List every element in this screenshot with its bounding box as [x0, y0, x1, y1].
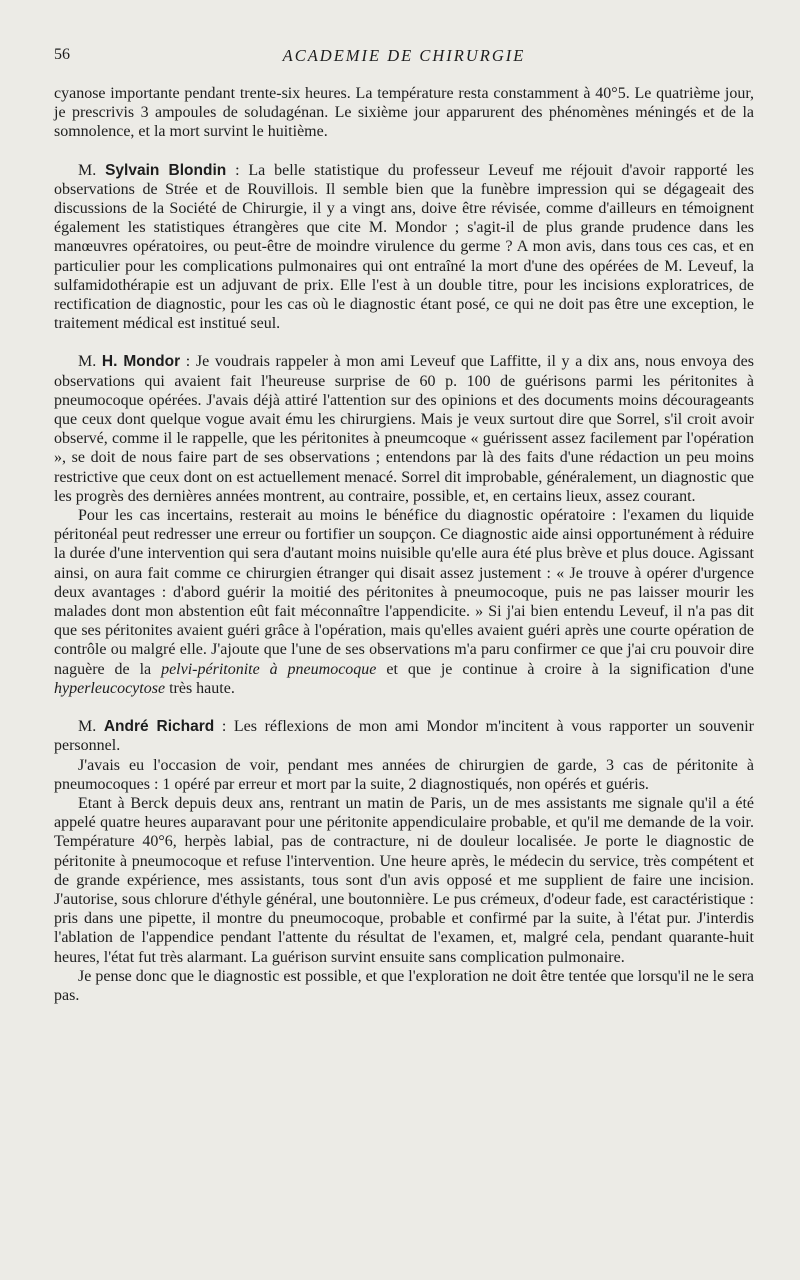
mondor-text: : Je voudrais rappeler à mon ami Leveuf que Laffitte, il y a dix ans, nous envoya des observations qui avaient fait l'heureuse surprise de 60 p. 100 de guérisons parmi les péritonites à pneumocoque opérées. J'avais déjà attiré l'attention sur des opinions et des documents moins décourageants que ceux dont quelque vogue avait ému les chirurgiens. Mais je veux surtout dire que Sorrel, s'il croit avoir observé, comme il le rappelle, que les péritonites à pneumcoque « guérissent assez facilement par l'opération », se doit de nous faire part de ses observations ; entendons par là des faits d'une rédaction un peu moins restrictive que ceux dont on est actuellement menacé. Sorrel dit improbable, généralement, un diagnostic que les progrès des dernières années montrent, au contraire, possible, et, en certains lieux, assez courant. [54, 353, 755, 505]
blondin-text: : La belle statistique du professeur Leveuf me réjouit d'avoir rapporté les observations de Strée et de Rouvillois. Il semble bien que la funèbre impression qui se dégageait des discussions de la Société de Chirurgie, il y a vingt ans, doive être révisée, comme d'ailleurs en témoignent également les statistiques étrangères que cite M. Mondor ; s'agit-il de plus grande prudence dans les manœuvres opératoires, ou peut-être de moindre virulence du germe ? A mon avis, dans tous ces cas, et en particulier pour les complications pulmonaires qui ont entraîné la mort d'une des opérées de M. Leveuf, la sulfamidothérapie est un adjuvant de prix. Elle l'est à un double titre, pour les incisions exploratrices, de rectification de diagnostic, pour les cas où le diagnostic étant posé, ce qui ne doit pas être une exception, le traitement médical est institué seul. [54, 161, 755, 333]
blondin-prefix: M. [78, 161, 106, 179]
mondor-paragraph-2 [54, 506, 754, 698]
mondor-paragraph [54, 352, 754, 506]
richard-paragraph-3: Etant à Berck depuis deux ans, rentrant un matin de Paris, un de mes assistants me signale qu'il a été appelé quatre heures auparavant pour une péritonite appendiculaire probable, et qu'il me demande de la voir. Température 40°6, herpès labial, pas de contracture, ni de douleur localisée. Je porte le diagnostic de péritonite à pneumocoque et refuse l'intervention. Une heure après, le médecin du service, très compétent et de grande expérience, mes assistants, tous sont d'un avis opposé et me supplient de faire une incision. J'autorise, sous chlorure d'éthyle général, une boutonnière. Le pus crémeux, d'odeur fade, est caractéristique : pris dans une pipette, il montre du pneumocoque, probable et confirmé par la suite, à l'état pur. J'interdis l'ablation de l'appendice pendant l'attente du résultat de l'examen, et, malgré cela, pendant quarante-huit heures, l'état fut très alarmant. La guérison survint ensuite sans complication pulmonaire. [54, 794, 754, 966]
intro-paragraph: cyanose importante pendant trente-six heures. La température resta constamment à 40°5. Le quatrième jour, je prescrivis 3 ampoules de soludagénan. Le sixième jour apparurent des phénomènes méningés et de la somnolence, et la mort survint le huitième. [54, 85, 754, 141]
speaker-name-richard: André Richard [103, 718, 215, 736]
richard-paragraph-2: J'avais eu l'occasion de voir, pendant mes années de chirurgien de garde, 3 cas de péritonite à pneumocoques : 1 opéré par erreur et mort par la suite, 2 diagnostiqués, non opérés et guéris. [54, 756, 754, 793]
richard-paragraph-4: Je pense donc que le diagnostic est possible, et que l'exploration ne doit être tentée que lorsqu'il ne le sera pas. [54, 967, 754, 1004]
richard-paragraph [54, 717, 754, 755]
speaker-name-blondin: Sylvain Blondin [105, 161, 227, 179]
blondin-paragraph [54, 161, 754, 334]
speaker-name-mondor: H. Mondor [101, 353, 181, 371]
mondor-para2-italic-2: hyperleucocytose [54, 679, 166, 697]
richard-prefix: M. [78, 718, 104, 736]
running-head [54, 46, 754, 72]
mondor-para2-middle: et que je continue à croire à la signification d'une [376, 660, 755, 678]
page-number: 56 [54, 46, 70, 63]
mondor-para2-italic-1: pelvi-péritonite à pneumocoque [161, 660, 377, 678]
mondor-para2-before: Pour les cas incertains, resterait au moins le bénéfice du diagnostic opératoire : l'examen du liquide péritonéal peut redresser une erreur ou fortifier un soupçon. Ce diagnostic aide ainsi opportunément à réduire la durée d'une intervention qui sera d'autant moins nuisible qu'elle aura été plus brève et plus douce. Agissant ainsi, on aura fait comme ce chirurgien étranger qui disait assez justement : « Je trouve à opérer d'urgence deux avantages : d'abord guérir la moitié des péritonites à pneumocoque, puis ne pas laisser mourir les malades dont mon abstention eût fait méconnaître l'appendicite. » Si j'ai bien entendu Leveuf, il n'a pas dit que ses péritonites avaient guéri grâce à l'opération, mais qu'elles avaient guéri après une courte opération de contrôle ou malgré elle. J'ajoute que l'une de ses observations m'a paru confirmer ce que j'ai cru pouvoir dire naguère de la [54, 507, 754, 678]
journal-title: ACADEMIE DE CHIRURGIE [282, 46, 526, 65]
richard-text: : Les réflexions de mon ami Mondor m'incitent à vous rapporter un souvenir personnel. [54, 718, 754, 755]
mondor-prefix: M. [78, 353, 102, 371]
mondor-para2-after: très haute. [165, 679, 235, 697]
